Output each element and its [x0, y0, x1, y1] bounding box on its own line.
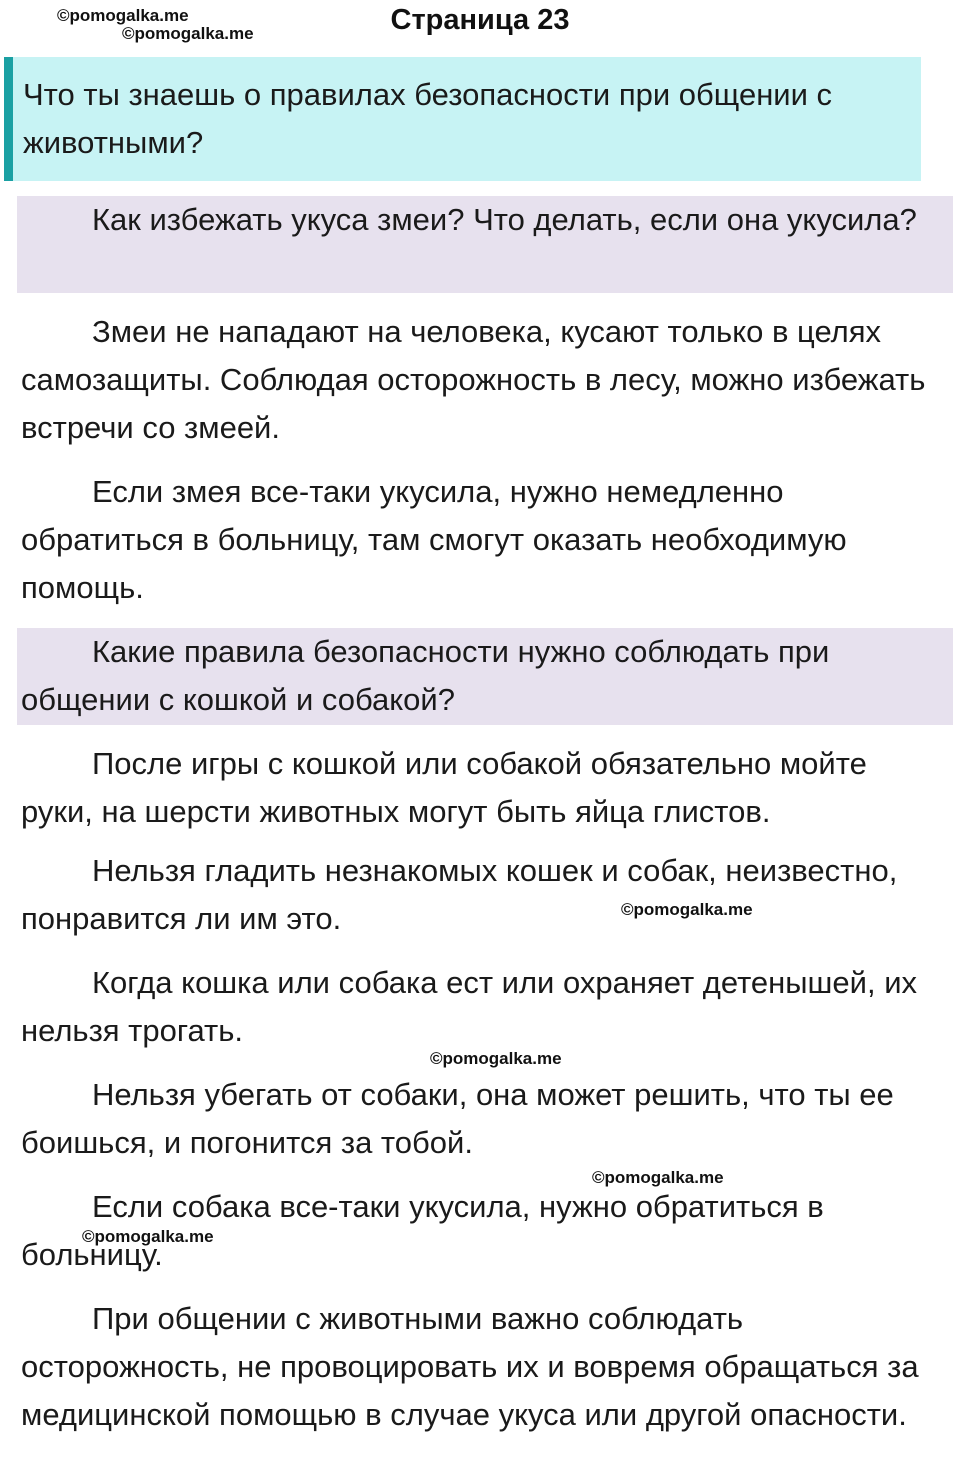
answer-paragraph: Если змея все-таки укусила, нужно немедленно обратиться в больницу, там смогут оказать необходимую помощь. [21, 474, 847, 605]
main-question-box [4, 57, 921, 181]
answer-paragraph: После игры с кошкой или собакой обязательно мойте руки, на шерсти животных могут быть яйца глистов. [21, 746, 867, 829]
question-box [17, 628, 953, 725]
question-box [17, 196, 953, 293]
watermark: ©pomogalka.me [57, 6, 189, 25]
answer-paragraph: Змеи не нападают на человека, кусают только в целях самозащиты. Соблюдая осторожность в лесу, можно избежать встречи со змеей. [21, 314, 926, 445]
question-text: Как избежать укуса змеи? Что делать, если она укусила? [92, 202, 917, 237]
answer-paragraph: Если собака все-таки укусила, нужно обратиться в больницу. [21, 1189, 824, 1272]
main-question-text: Что ты знаешь о правилах безопасности при общении с животными? [23, 77, 833, 160]
watermark: ©pomogalka.me [621, 900, 753, 919]
answer-paragraph: Когда кошка или собака ест или охраняет детенышей, их нельзя трогать. [21, 965, 918, 1048]
answer-paragraph: Нельзя убегать от собаки, она может решить, что ты ее боишься, и погонится за тобой. [21, 1077, 894, 1160]
watermark: ©pomogalka.me [122, 24, 254, 43]
watermark: ©pomogalka.me [430, 1049, 562, 1068]
answer-paragraph: При общении с животными важно соблюдать осторожность, не провоцировать их и вовремя обращаться за медицинской помощью в случае укуса или другой опасности. [21, 1301, 919, 1432]
watermark: ©pomogalka.me [592, 1168, 724, 1187]
question-text: Какие правила безопасности нужно соблюдать при общении с кошкой и собакой? [21, 634, 830, 717]
watermark: ©pomogalka.me [82, 1227, 214, 1246]
page-title: Страница 23 [390, 4, 570, 36]
answer-paragraph: Нельзя гладить незнакомых кошек и собак, неизвестно, понравится ли им это. [21, 853, 898, 936]
